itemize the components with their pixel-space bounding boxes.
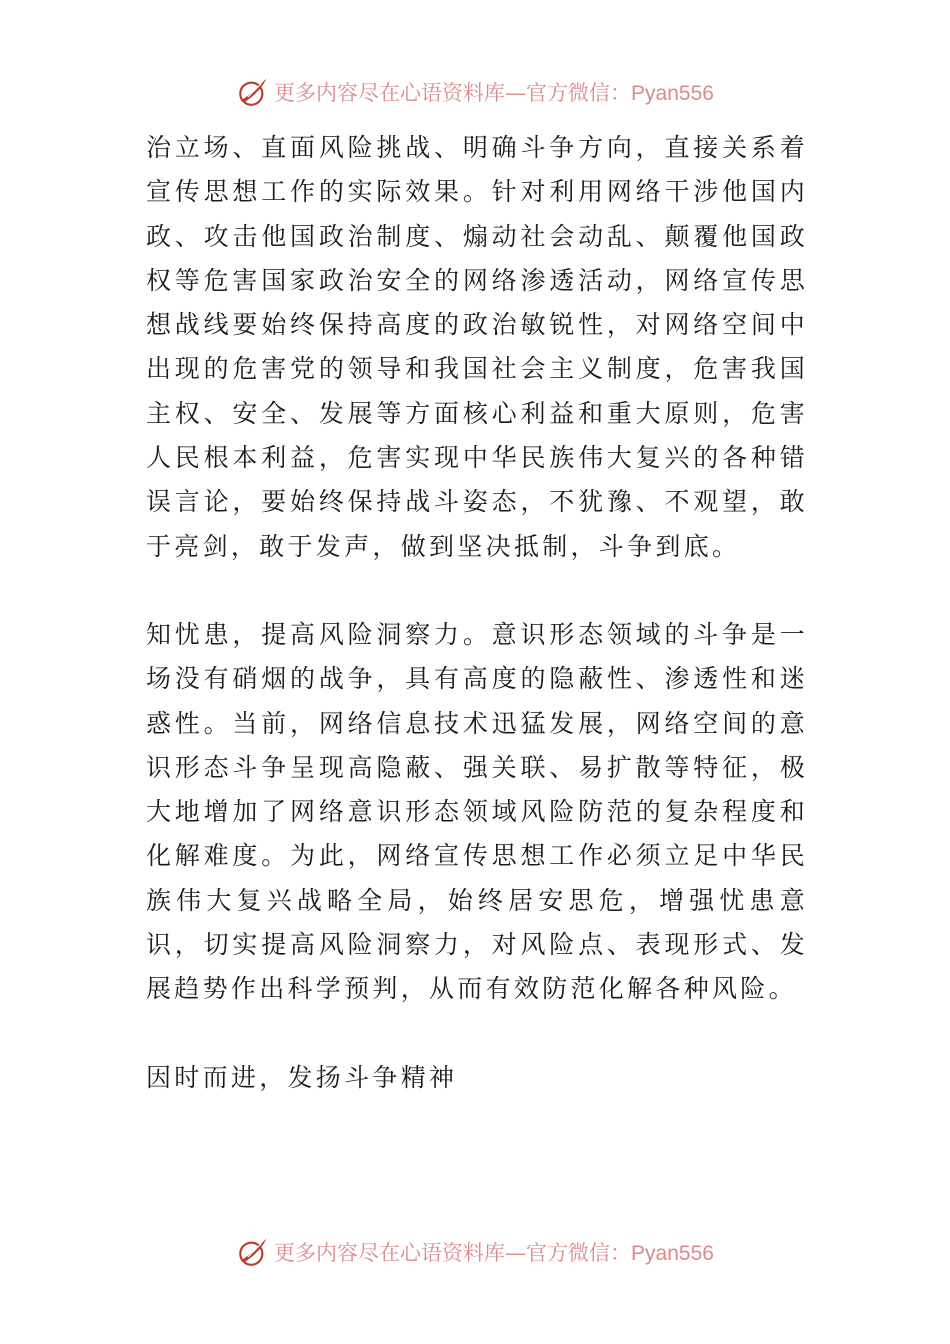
watermark-contact-id: Pyan556 [631,82,714,105]
body-paragraph-2: 知忧患，提高风险洞察力。意识形态领域的斗争是一场没有硝烟的战争，具有高度的隐蔽性、渗透性和迷惑性。当前，网络信息技术迅猛发展，网络空间的意识形态斗争呈现高隐蔽、强关联、易扩散等特征，极大地增加了网络意识形态领域风险防范的复杂程度和化解难度。为此，网络宣传思想工作必须立足中华民族伟大复兴战略全局，始终居安思危，增强忧患意识，切实提高风险洞察力，对风险点、表现形式、发展趋势作出科学预判，从而有效防范化解各种风险。 [146,619,808,1004]
section-heading: 因时而进，发扬斗争精神 [146,1062,458,1092]
watermark-header [0,70,950,114]
watermark-dash: — [505,81,527,105]
quill-logo-icon [236,1235,270,1269]
watermark-brand: 更多内容尽在心语资料库 [274,81,506,105]
watermark-contact-label: 官方微信： [526,1241,632,1265]
quill-logo-icon [236,75,270,109]
watermark-text [274,77,714,107]
watermark-dash: — [505,1241,527,1265]
body-paragraph-1: 治立场、直面风险挑战、明确斗争方向，直接关系着宣传思想工作的实际效果。针对利用网络干涉他国内政、攻击他国政治制度、煽动社会动乱、颠覆他国政权等危害国家政治安全的网络渗透活动，网络宣传思想战线要始终保持高度的政治敏锐性，对网络空间中出现的危害党的领导和我国社会主义制度，危害我国主权、安全、发展等方面核心利益和重大原则，危害人民根本利益，危害实现中华民族伟大复兴的各种错误言论，要始终保持战斗姿态，不犹豫、不观望，敢于亮剑，敢于发声，做到坚决抵制，斗争到底。 [146,133,808,561]
paragraph-spacer [146,569,808,613]
watermark-contact-label: 官方微信： [526,81,632,105]
document-body [146,126,808,1100]
watermark-brand: 更多内容尽在心语资料库 [274,1241,506,1265]
watermark-text [274,1237,714,1267]
watermark-footer [0,1230,950,1274]
paragraph-spacer [146,1012,808,1056]
watermark-contact-id: Pyan556 [631,1242,714,1265]
